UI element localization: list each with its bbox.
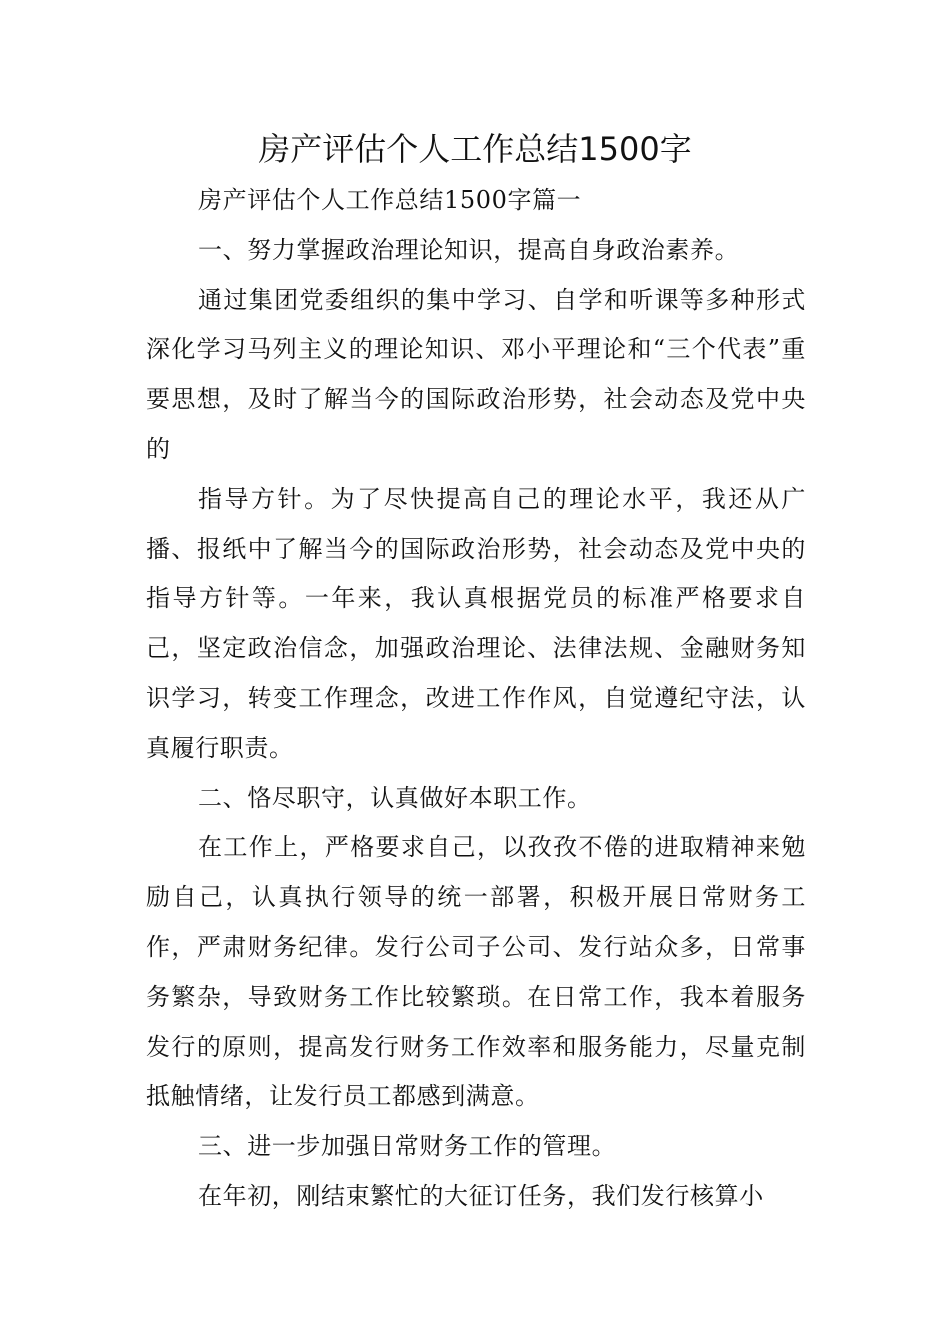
paragraph-heading-2: 二、恪尽职守，认真做好本职工作。: [198, 783, 592, 812]
paragraph-subtitle: 房产评估个人工作总结1500字篇一: [198, 186, 582, 214]
document-body: [146, 176, 806, 1222]
paragraph-text: 在年初，刚结束繁忙的大征订任务，我们发行核算小: [198, 1181, 764, 1210]
paragraph-heading-3: 三、进一步加强日常财务工作的管理。: [198, 1132, 617, 1161]
paragraph-text: 通过集团党委组织的集中学习、自学和听课等多种形式深化学习马列主义的理论知识、邓小平理论和“三个代表”重要思想，及时了解当今的国际政治形势，社会动态及党中央的: [146, 285, 806, 463]
paragraph-text: 在工作上，严格要求自己，以孜孜不倦的进取精神来勉励自己，认真执行领导的统一部署，积极开展日常财务工作，严肃财务纪律。发行公司子公司、发行站众多，日常事务繁杂，导致财务工作比较繁琐。在日常工作，我本着服务发行的原则，提高发行财务工作效率和服务能力，尽量克制抵触情绪，让发行员工都感到满意。: [146, 833, 806, 1111]
paragraph-heading-1: 一、努力掌握政治理论知识，提高自身政治素养。: [198, 235, 740, 264]
document-title: 房产评估个人工作总结1500字: [258, 130, 692, 168]
paragraph-text: 指导方针。为了尽快提高自己的理论水平，我还从广播、报纸中了解当今的国际政治形势，社会动态及党中央的指导方针等。一年来，我认真根据党员的标准严格要求自己，坚定政治信念，加强政治理论、法律法规、金融财务知识学习，转变工作理念，改进工作作风，自觉遵纪守法，认真履行职责。: [146, 484, 806, 762]
